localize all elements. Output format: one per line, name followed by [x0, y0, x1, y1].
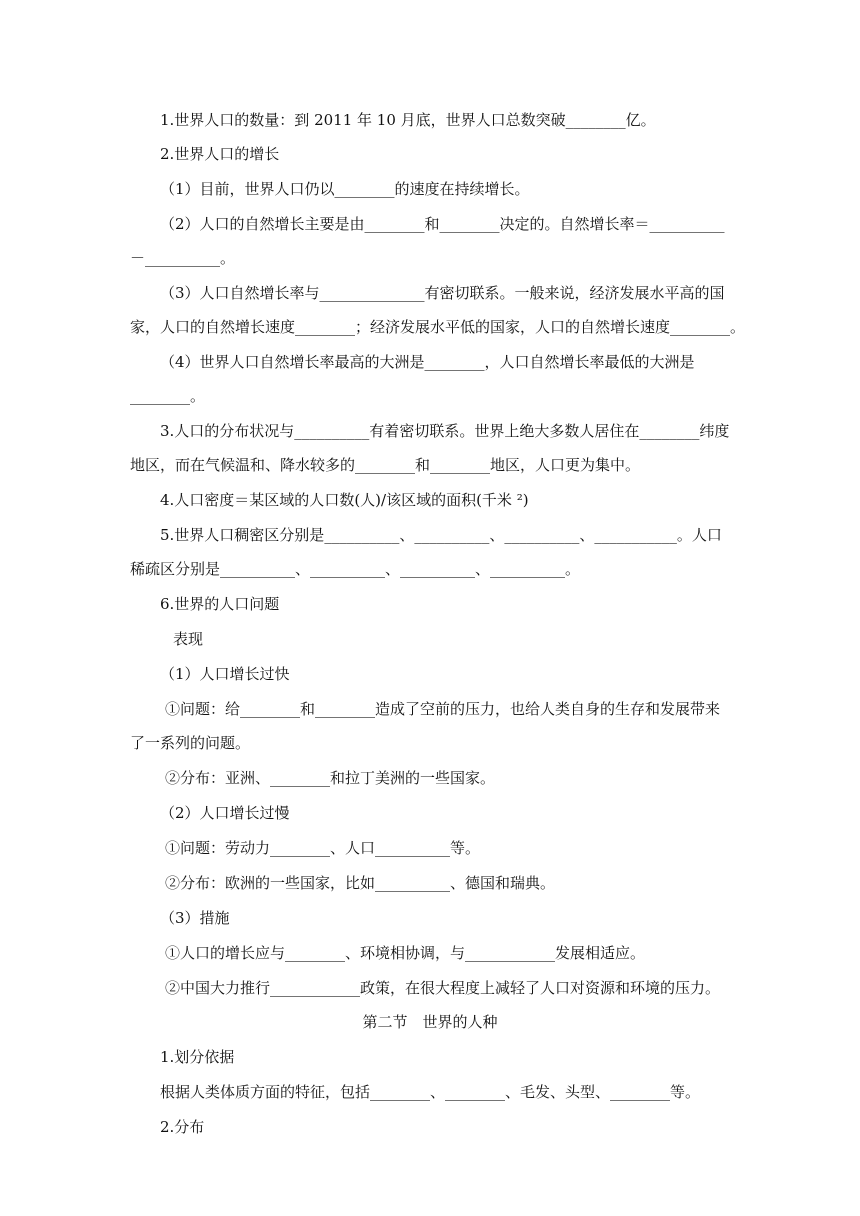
q2-item1: （1）目前，世界人口仍以________的速度在持续增长。 [160, 180, 530, 198]
q6-item1-problem-line1: ①问题：给________和________造成了空前的压力，也给人类自身的生存和发展带来 [165, 700, 721, 718]
section2-q1-heading: 1.划分依据 [160, 1048, 235, 1066]
q2-item4-line1: （4）世界人口自然增长率最高的大洲是________，人口自然增长率最低的大洲是 [160, 353, 695, 371]
q5-line1: 5.世界人口稠密区分别是__________、__________、__________、___________。人口 [160, 526, 722, 544]
q6-item1-problem-line2: 了一系列的问题。 [130, 734, 251, 752]
section2-q2-heading: 2.分布 [160, 1118, 205, 1136]
section2-q1-body: 根据人类体质方面的特征，包括________、________、毛发、头型、________等。 [160, 1083, 701, 1101]
q2-item3-line1: （3）人口自然增长率与______________有密切联系。一般来说，经济发展水平高的国 [160, 284, 725, 302]
q2-item3-line2: 家，人口的自然增长速度________；经济发展水平低的国家，人口的自然增长速度________。 [130, 318, 746, 336]
q6-item2-title: （2）人口增长过慢 [160, 804, 290, 822]
section-title: 第二节 世界的人种 [362, 1013, 498, 1031]
document-page [130, 108, 746, 1139]
q6-item1-title: （1）人口增长过快 [160, 665, 290, 683]
q3-line1: 3.人口的分布状况与__________有着密切联系。世界上绝大多数人居住在________纬度 [160, 422, 730, 440]
q6-item3-measure1: ①人口的增长应与________、环境相协调，与____________发展相适应。 [165, 944, 646, 962]
q2-item4-line2: ________。 [130, 387, 206, 405]
q2-heading: 2.世界人口的增长 [160, 145, 280, 163]
q1-population-count: 1.世界人口的数量：到 2011 年 10 月底，世界人口总数突破________亿。 [160, 111, 656, 129]
q6-item3-title: （3）措施 [160, 909, 230, 927]
q5-line2: 稀疏区分别是__________、__________、__________、__________。 [130, 560, 581, 578]
q6-item1-distribution: ②分布：亚洲、________和拉丁美洲的一些国家。 [165, 769, 496, 787]
q6-item2-problem: ①问题：劳动力________、人口__________等。 [165, 839, 481, 857]
q2-item2-line2: －__________。 [130, 249, 236, 267]
q6-heading: 6.世界的人口问题 [160, 595, 280, 613]
q2-item2-line1: （2）人口的自然增长主要是由________和________决定的。自然增长率＝__________ [160, 215, 725, 233]
q6-subheading: 表现 [173, 630, 204, 648]
q3-line2: 地区，而在气候温和、降水较多的________和________地区，人口更为集中。 [130, 456, 641, 474]
q6-item3-measure2: ②中国大力推行____________政策，在很大程度上减轻了人口对资源和环境的压力。 [165, 979, 721, 997]
q6-item2-distribution: ②分布：欧洲的一些国家，比如__________、德国和瑞典。 [165, 874, 556, 892]
q4-density-formula: 4.人口密度＝某区域的人口数(人)/该区域的面积(千米 ²) [160, 491, 529, 509]
